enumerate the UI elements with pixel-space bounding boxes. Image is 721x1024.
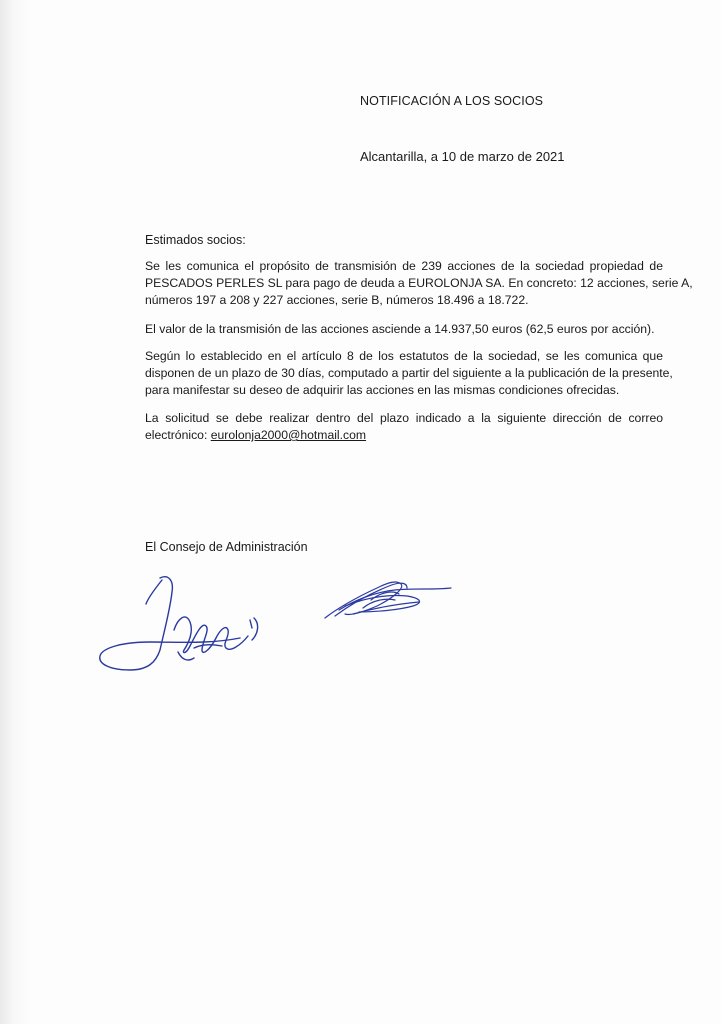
email-prefix: electrónico:: [145, 428, 211, 442]
signature-left: [90, 570, 275, 680]
paragraph-line: disponen de un plazo de 30 días, computado a partir del siguiente a la publicación de la presente,: [145, 366, 673, 380]
document-title: NOTIFICACIÓN A LOS SOCIOS: [360, 94, 544, 108]
signatory-label: El Consejo de Administración: [145, 540, 308, 554]
paragraph-transmission: [145, 258, 693, 309]
paragraph-line: La solicitud se debe realizar dentro del plazo indicado a la siguiente dirección de correo: [145, 411, 663, 425]
paragraph-line: Según lo establecido en el artículo 8 de los estatutos de la sociedad, se les comunica que: [145, 349, 663, 363]
paragraph-line: Se les comunica el propósito de transmisión de 239 acciones de la sociedad propiedad de: [145, 259, 663, 273]
signature-right: [315, 570, 455, 630]
email-link[interactable]: eurolonja2000@hotmail.com: [210, 428, 367, 442]
salutation: Estimados socios:: [145, 233, 246, 247]
paragraph-line: números 197 a 208 y 227 acciones, serie B, números 18.496 a 18.722.: [145, 293, 529, 307]
paragraph-line: PESCADOS PERLES SL para pago de deuda a EUROLONJA SA. En concreto: 12 acciones, serie A,: [145, 276, 693, 290]
scan-edge-shadow: [0, 0, 32, 1024]
paragraph-deadline: [145, 348, 673, 399]
paragraph-line: El valor de la transmisión de las acciones asciende a 14.937,50 euros (62,5 euros por acción).: [145, 322, 655, 336]
paragraph-request: [145, 410, 663, 444]
place-date: Alcantarilla, a 10 de marzo de 2021: [360, 149, 565, 164]
paragraph-line: para manifestar su deseo de adquirir las acciones en las mismas condiciones ofrecidas.: [145, 383, 620, 397]
paragraph-line-email: [145, 427, 663, 444]
paragraph-value: [145, 321, 663, 338]
